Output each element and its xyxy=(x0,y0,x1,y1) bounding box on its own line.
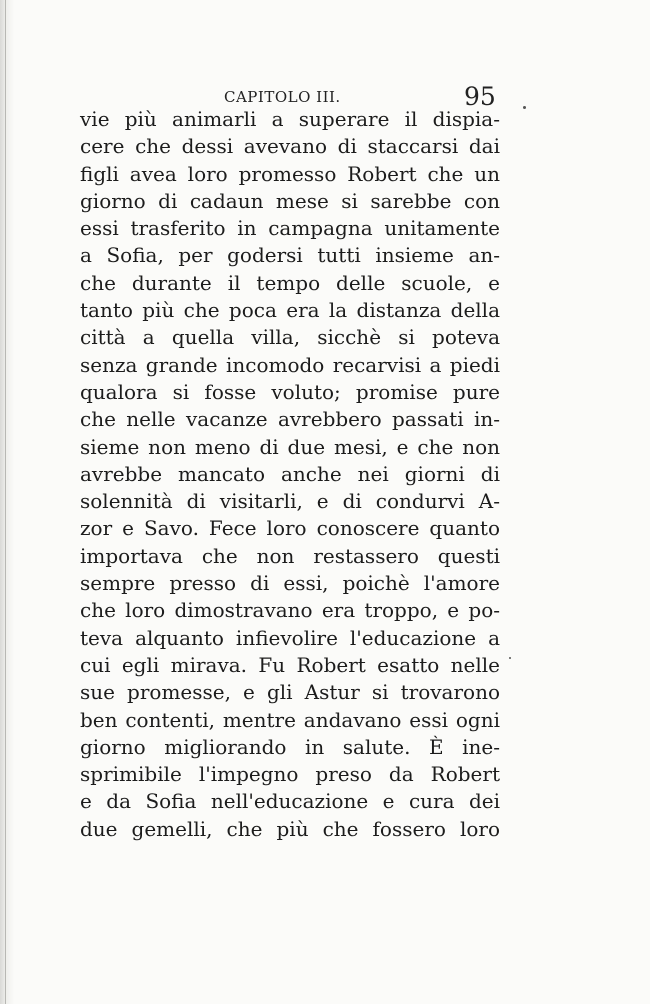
text-line: essi trasferito in campagna unitamente xyxy=(80,216,500,241)
text-line: zor e Savo. Fece loro conoscere quanto xyxy=(80,516,500,541)
text-line: che nelle vacanze avrebbero passati in- xyxy=(80,407,500,432)
text-line: giorno migliorando in salute. È ine- xyxy=(80,734,500,759)
text-line: solennità di visitarli, e di condurvi A- xyxy=(80,489,500,514)
text-line: avrebbe mancato anche nei giorni di xyxy=(80,461,500,486)
text-line: qualora si fosse voluto; promise pure xyxy=(80,379,500,404)
text-line: senza grande incomodo recarvisi a piedi xyxy=(80,352,500,377)
running-title: CAPITOLO III. xyxy=(224,88,341,106)
text-line: sieme non meno di due mesi, e che non xyxy=(80,434,500,459)
page-number: 95 xyxy=(464,82,496,111)
text-line: sue promesse, e gli Astur si trovarono xyxy=(80,680,500,705)
text-line: importava che non restassero questi xyxy=(80,543,500,568)
text-line: cui egli mirava. Fu Robert esatto nelle xyxy=(80,652,500,677)
text-line: giorno di cadaun mese si sarebbe con xyxy=(80,188,500,213)
text-line: figli avea loro promesso Robert che un xyxy=(80,161,500,186)
text-line: vie più animarli a superare il dispia- xyxy=(80,107,500,131)
text-line: città a quella villa, sicchè si poteva xyxy=(80,325,500,350)
text-line: due gemelli, che più che fossero loro xyxy=(80,816,500,841)
text-line: a Sofia, per godersi tutti insieme an- xyxy=(80,243,500,268)
text-line: sprimibile l'impegno preso da Robert xyxy=(80,762,500,787)
binding-shadow-line xyxy=(5,0,6,1004)
text-line: tanto più che poca era la distanza della xyxy=(80,298,500,323)
ink-speck xyxy=(523,106,526,109)
text-line: che loro dimostravano era troppo, e po- xyxy=(80,598,500,623)
text-line: ben contenti, mentre andavano essi ogni xyxy=(80,707,500,732)
body-text xyxy=(80,106,500,843)
text-line: teva alquanto infievolire l'educazione a xyxy=(80,625,500,650)
text-line: cere che dessi avevano di staccarsi dai xyxy=(80,134,500,159)
text-line: che durante il tempo delle scuole, e xyxy=(80,270,500,295)
page-binding-edge xyxy=(0,0,14,1004)
text-line: sempre presso di essi, poichè l'amore xyxy=(80,571,500,596)
ink-speck xyxy=(509,657,511,659)
text-line: e da Sofia nell'educazione e cura dei xyxy=(80,789,500,814)
